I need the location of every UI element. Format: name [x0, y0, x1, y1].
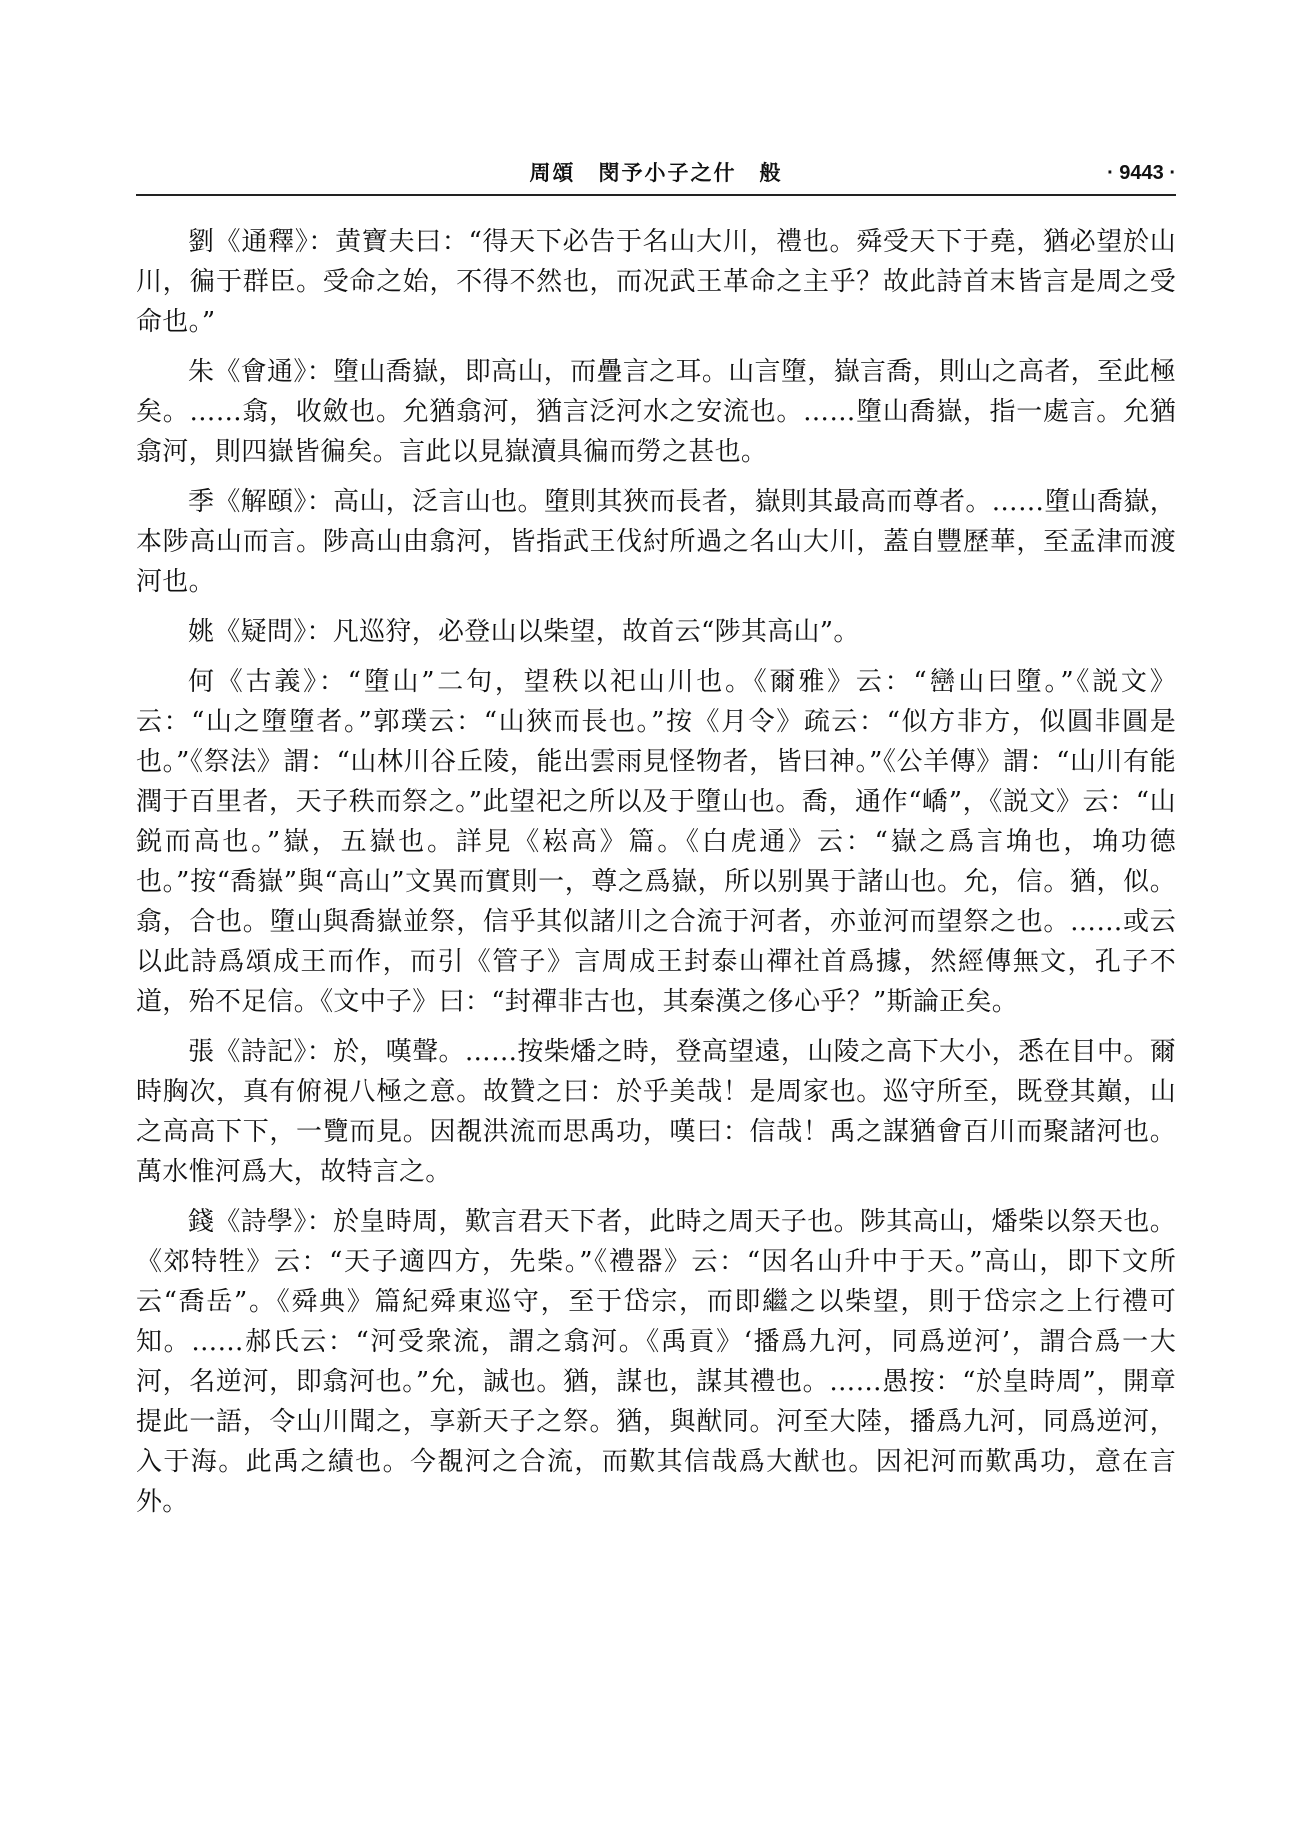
header-title: 周頌 閔予小子之什 般: [529, 161, 783, 185]
paragraph-zhu-huitong: 朱《會通》：墮山喬嶽，即高山，而疊言之耳。山言墮，嶽言喬，則山之高者，至此極矣。……翕，收斂也。允猶翕河，猶言泛河水之安流也。……墮山喬嶽，指一處言。允猶翕河，則四嶽皆徧矣。言此以見嶽瀆具徧而勞之甚也。: [136, 357, 1176, 467]
paragraph-liu-tongshi: 劉《通釋》：黄寶夫曰：“得天下必告于名山大川，禮也。舜受天下于堯，猶必望於山川，徧于群臣。受命之始，不得不然也，而况武王革命之主乎？故此詩首末皆言是周之受命也。”: [136, 227, 1176, 337]
running-header: [136, 158, 1176, 194]
paragraph-he-guyi: 何《古義》：“墮山”二句，望秩以祀山川也。《爾雅》云：“巒山曰墮。”《説文》云：“山之墮墮者。”郭璞云：“山狹而長也。”按《月令》疏云：“似方非方，似圓非圓是也。”《祭法》謂：“山林川谷丘陵，能出雲雨見怪物者，皆曰神。”《公羊傳》謂：“山川有能潤于百里者，天子秩而祭之。”此望祀之所以及于墮山也。喬，通作“嶠”，《説文》云：“山鋭而高也。”嶽，五嶽也。詳見《崧高》篇。《白虎通》云：“嶽之爲言埆也，埆功德也。”按“喬嶽”與“高山”文異而實則一，尊之爲嶽，所以别異于諸山也。允，信。猶，似。翕，合也。墮山與喬嶽並祭，信乎其似諸川之合流于河者，亦並河而望祭之也。……或云以此詩爲頌成王而作，而引《管子》言周成王封泰山禪社首爲據，然經傳無文，孔子不道，殆不足信。《文中子》曰：“封禪非古也，其秦漢之侈心乎？”斯論正矣。: [136, 667, 1176, 1017]
page-number: · 9443 ·: [1107, 162, 1176, 184]
header-rule: [136, 194, 1176, 196]
paragraph-yao-yiwen: 姚《疑問》：凡巡狩，必登山以柴望，故首云“陟其高山”。: [188, 617, 860, 647]
paragraph-ji-jieyi: 季《解頤》：高山，泛言山也。墮則其狹而長者，嶽則其最高而尊者。……墮山喬嶽，本陟高山而言。陟高山由翕河，皆指武王伐紂所過之名山大川，蓋自豐歷華，至孟津而渡河也。: [136, 487, 1176, 597]
paragraph-qian-shixue: 錢《詩學》：於皇時周，歎言君天下者，此時之周天子也。陟其高山，燔柴以祭天也。《郊特牲》云：“天子適四方，先柴。”《禮器》云：“因名山升中于天。”高山，即下文所云“喬岳”。《舜典》篇紀舜東巡守，至于岱宗，而即繼之以柴望，則于岱宗之上行禮可知。……郝氏云：“河受衆流，謂之翕河。《禹貢》‘播爲九河，同爲逆河’，謂合爲一大河，名逆河，即翕河也。”允，誠也。猶，謀也，謀其禮也。……愚按：“於皇時周”，開章提此一語，令山川聞之，享新天子之祭。猶，與猷同。河至大陸，播爲九河，同爲逆河，入于海。此禹之績也。今覩河之合流，而歎其信哉爲大猷也。因祀河而歎禹功，意在言外。: [136, 1207, 1176, 1517]
body-text: [136, 222, 1176, 1532]
paragraph-zhang-shiji: 張《詩記》：於，嘆聲。……按柴燔之時，登高望遠，山陵之高下大小，悉在目中。爾時胸次，真有俯視八極之意。故贊之曰：於乎美哉！是周家也。巡守所至，既登其巔，山之高高下下，一覽而見。因覩洪流而思禹功，嘆曰：信哉！禹之謀猶會百川而聚諸河也。萬水惟河爲大，故特言之。: [136, 1037, 1176, 1187]
